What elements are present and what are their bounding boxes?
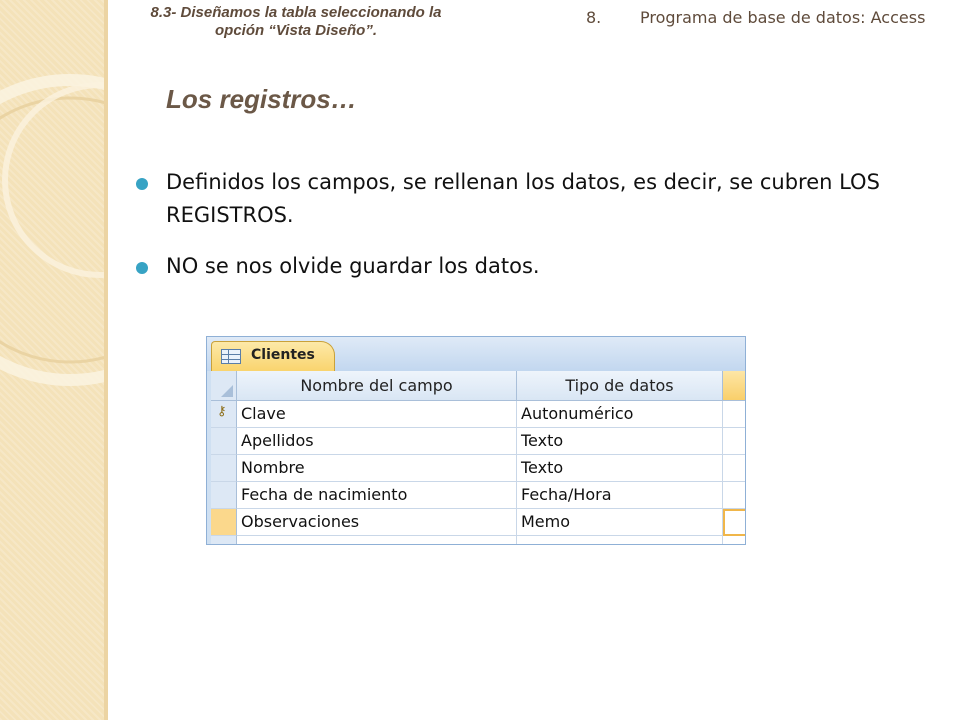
side-band-edge [104,0,108,720]
row-selector[interactable] [211,536,237,545]
section-title: Los registros… [166,84,357,114]
data-type-cell[interactable]: Memo [517,509,723,536]
data-type-cell[interactable]: Texto [517,455,723,482]
column-header-data-type[interactable]: Tipo de datos [517,371,723,401]
key-icon: ⚷ [217,404,227,419]
field-name-cell[interactable]: Clave [237,401,517,428]
slide-subtitle-line2: opción “Vista Diseño”. [215,22,377,39]
document-tab-bar [207,337,746,371]
description-cell[interactable] [723,401,746,428]
table-icon [221,349,241,364]
row-selector[interactable] [211,482,237,509]
chapter-number: 8. [586,8,602,27]
data-type-cell[interactable]: Autonumérico [517,401,723,428]
select-all-corner[interactable] [211,371,237,401]
new-row-cell[interactable] [517,536,723,545]
decorative-side-band [0,0,104,720]
description-cell[interactable] [723,428,746,455]
tab-clientes[interactable] [211,341,335,371]
field-name-cell[interactable]: Apellidos [237,428,517,455]
column-header-description[interactable] [723,371,746,401]
slide-subtitle [112,4,480,40]
column-header-field-name[interactable]: Nombre del campo [237,371,517,401]
description-cell-active[interactable] [723,509,746,536]
bullet-dot-icon [136,262,148,274]
bullet-list [136,166,916,301]
row-selector-active[interactable] [211,509,237,536]
new-row-cell[interactable] [237,536,517,545]
data-type-cell[interactable]: Texto [517,428,723,455]
row-selector[interactable] [211,401,237,428]
chapter-heading [586,8,925,27]
field-name-cell[interactable]: Nombre [237,455,517,482]
description-cell[interactable] [723,482,746,509]
access-table-design-screenshot [206,336,746,545]
bullet-text: NO se nos olvide guardar los datos. [166,254,540,278]
slide-subtitle-line1: 8.3- Diseñamos la tabla seleccionando la [150,4,442,21]
row-selector[interactable] [211,428,237,455]
bullet-dot-icon [136,178,148,190]
bullet-text: Definidos los campos, se rellenan los datos, es decir, se cubren LOS REGISTROS. [166,170,880,227]
row-selector[interactable] [211,455,237,482]
field-name-cell[interactable]: Observaciones [237,509,517,536]
design-grid [211,371,746,545]
chapter-title: Programa de base de datos: Access [640,8,926,27]
bullet-item [136,250,916,283]
field-name-cell[interactable]: Fecha de nacimiento [237,482,517,509]
description-cell[interactable] [723,455,746,482]
bullet-item [136,166,916,232]
tab-label: Clientes [251,347,315,363]
decorative-arc [0,0,104,490]
data-type-cell[interactable]: Fecha/Hora [517,482,723,509]
